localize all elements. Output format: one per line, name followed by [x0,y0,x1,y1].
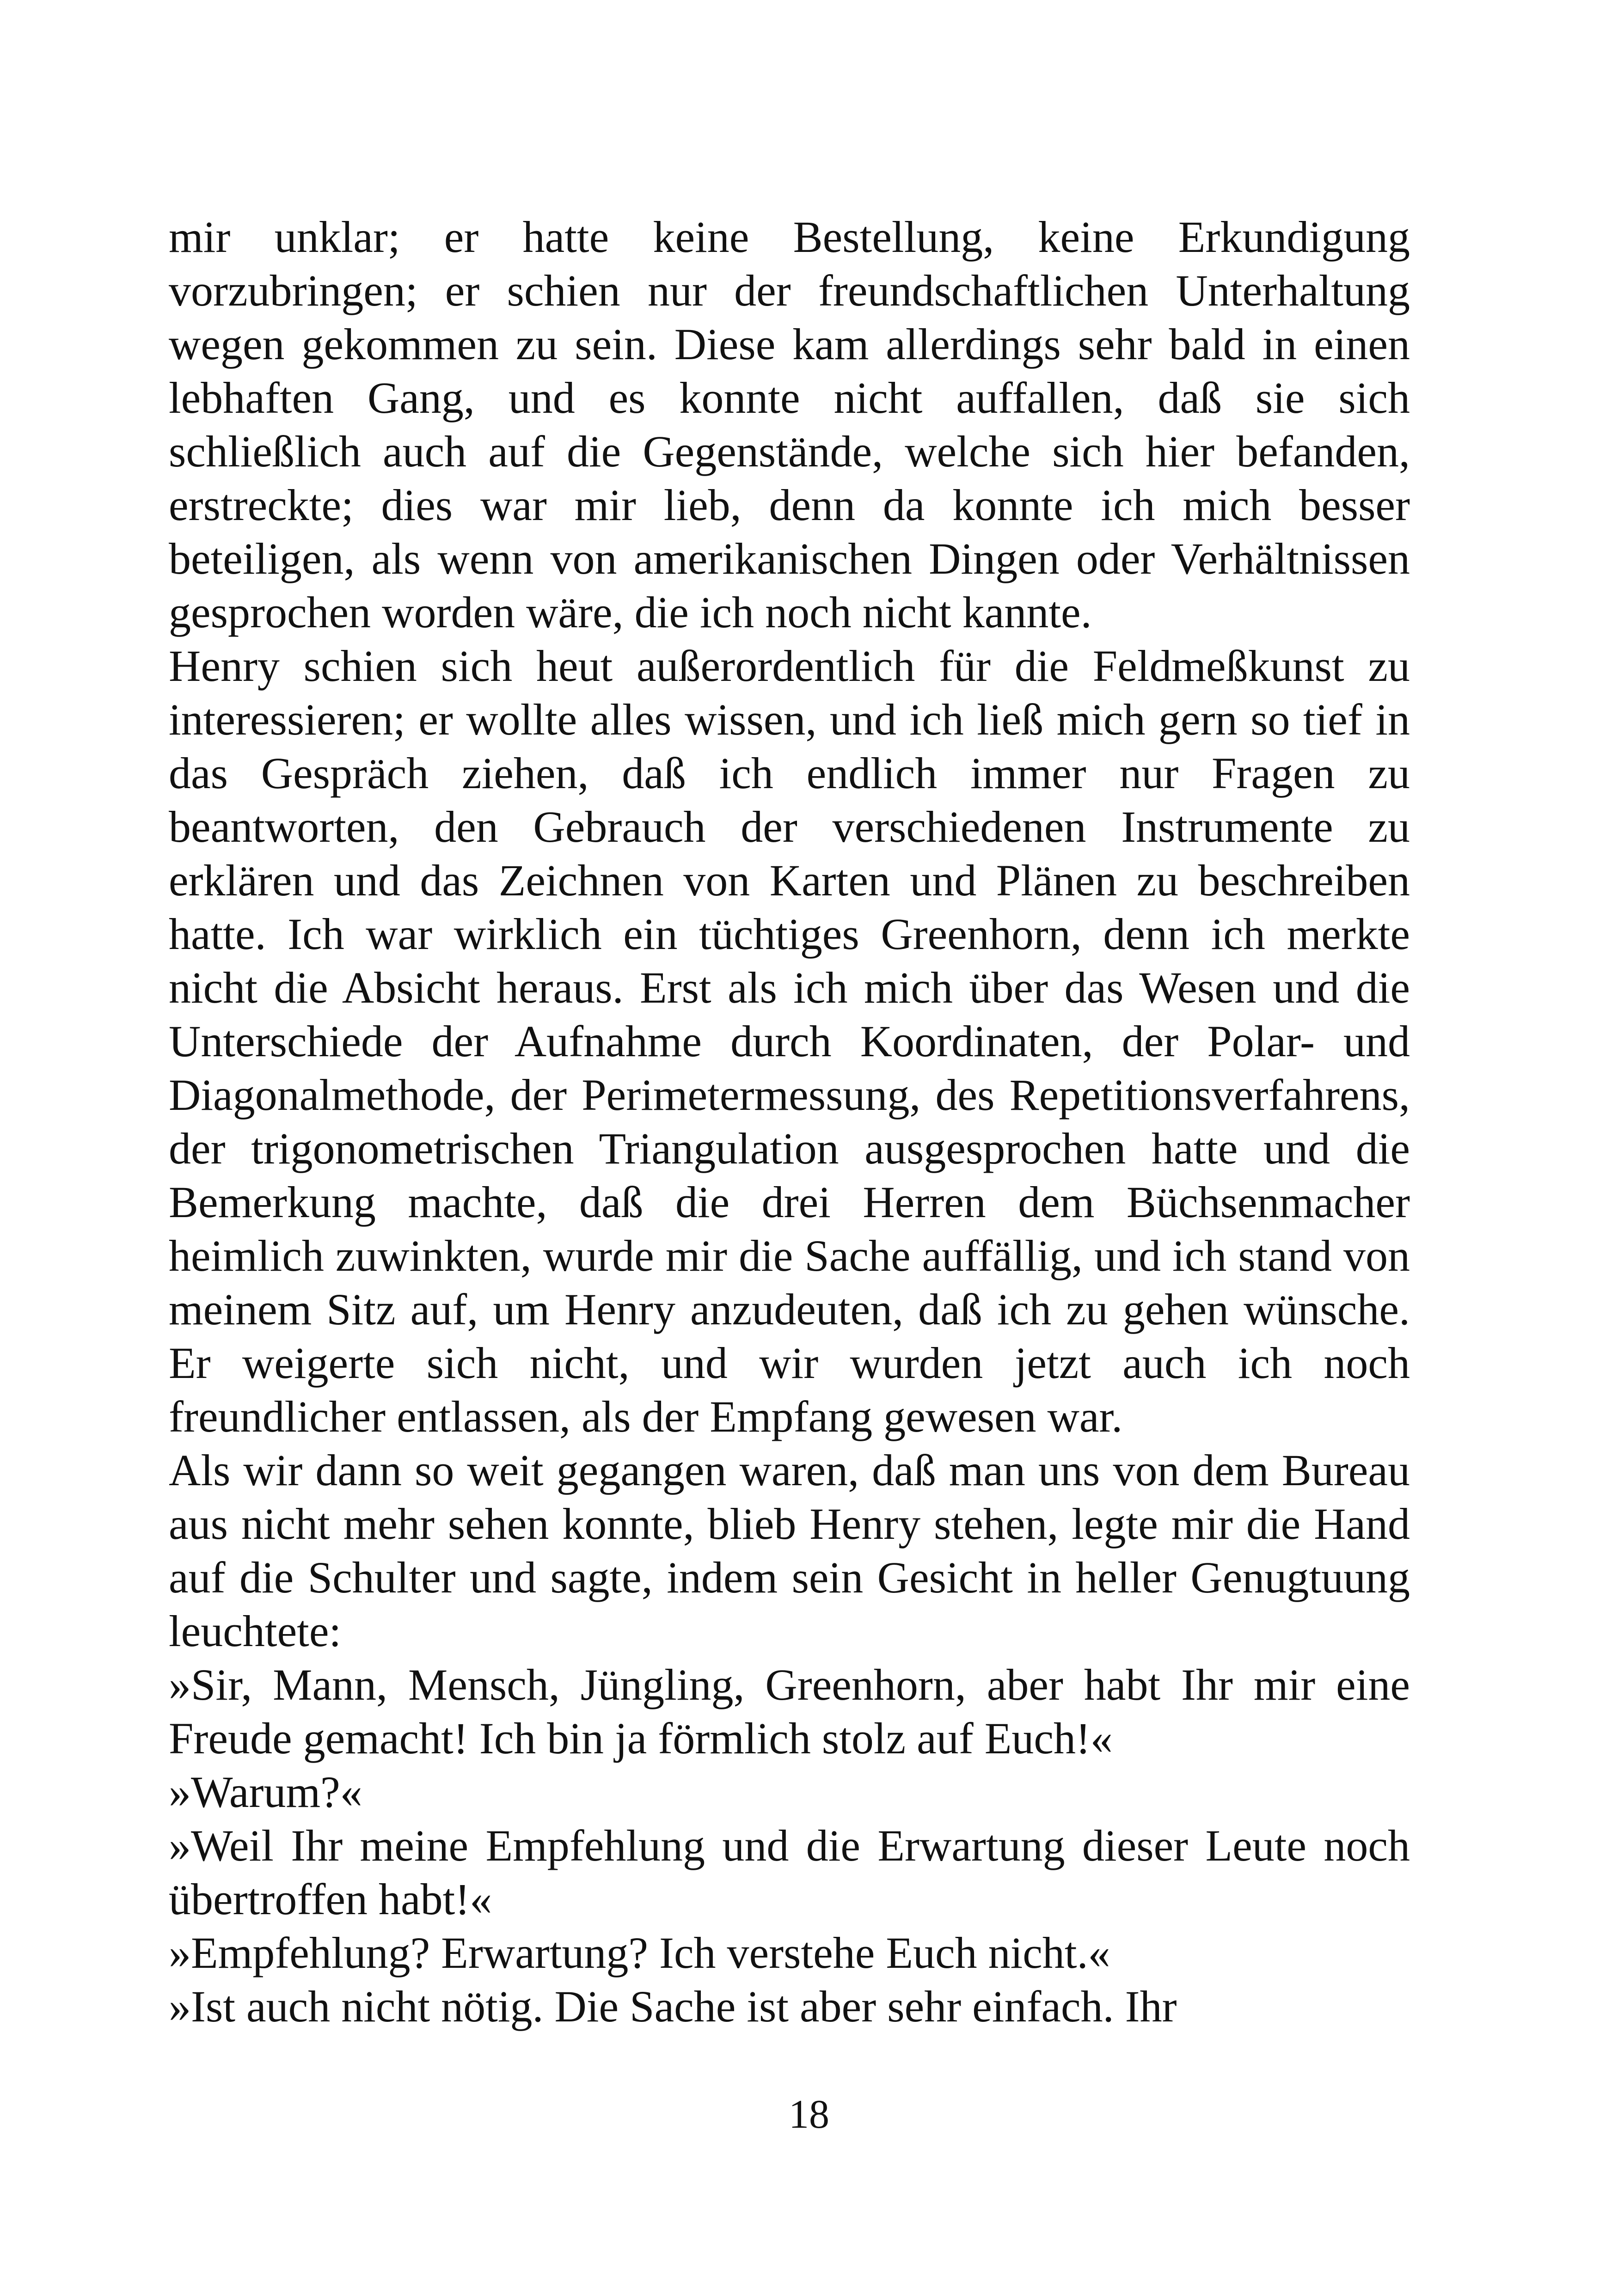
paragraph-3: Als wir dann so weit gegangen waren, daß man uns von dem Bureau aus nicht mehr sehen konnte, blieb Henry stehen, legte mir die Hand auf die Schulter und sagte, indem sein Gesicht in heller Genugtuung leuchtete: [169,1445,1410,1656]
paragraph-6: »Weil Ihr meine Empfehlung und die Erwartung dieser Leute noch übertroffen habt!« [169,1821,1410,1924]
paragraph-5: »Warum?« [169,1767,362,1817]
body-text [169,210,1410,2033]
paragraph-8: »Ist auch nicht nötig. Die Sache ist aber sehr einfach. Ihr [169,1982,1177,2031]
paragraph-2: Henry schien sich heut außerordentlich für die Feldmeßkunst zu interessieren; er wollte alles wissen, und ich ließ mich gern so tief in das Gespräch ziehen, daß ich endlich immer nur Fragen zu beantworten, den Gebrauch der verschiedenen Instrumente zu erklären und das Zeichnen von Karten und Plänen zu beschreiben hatte. Ich war wirklich ein tüchtiges Greenhorn, denn ich merkte nicht die Absicht heraus. Erst als ich mich über das Wesen und die Unterschiede der Aufnahme durch Koordinaten, der Polar- und Diagonalmethode, der Perimetermessung, des Repetitionsverfahrens, der trigonometrischen Triangulation ausgesprochen hatte und die Bemerkung machte, daß die drei Herren dem Büchsenmacher heimlich zuwinkten, wurde mir die Sache auffällig, und ich stand von meinem Sitz auf, um Henry anzudeuten, daß ich zu gehen wünsche. Er weigerte sich nicht, und wir wurden jetzt auch ich noch freundlicher entlassen, als der Empfang gewesen war. [169,641,1410,1441]
paragraph-7: »Empfehlung? Erwartung? Ich verstehe Euch nicht.« [169,1928,1110,1978]
paragraph-1: mir unklar; er hatte keine Bestellung, keine Erkundigung vorzubringen; er schien nur der freundschaftlichen Unterhaltung wegen gekommen zu sein. Diese kam allerdings sehr bald in einen lebhaften Gang, und es konnte nicht auffallen, daß sie sich schließlich auch auf die Gegenstände, welche sich hier befanden, erstreckte; dies war mir lieb, denn da konnte ich mich besser beteiligen, als wenn von amerikanischen Dingen oder Verhältnissen gesprochen worden wäre, die ich noch nicht kannte. [169,212,1410,637]
page-number: 18 [789,2092,829,2137]
paragraph-4: »Sir, Mann, Mensch, Jüngling, Greenhorn, aber habt Ihr mir eine Freude gemacht! Ich bin ja förmlich stolz auf Euch!« [169,1660,1410,1763]
